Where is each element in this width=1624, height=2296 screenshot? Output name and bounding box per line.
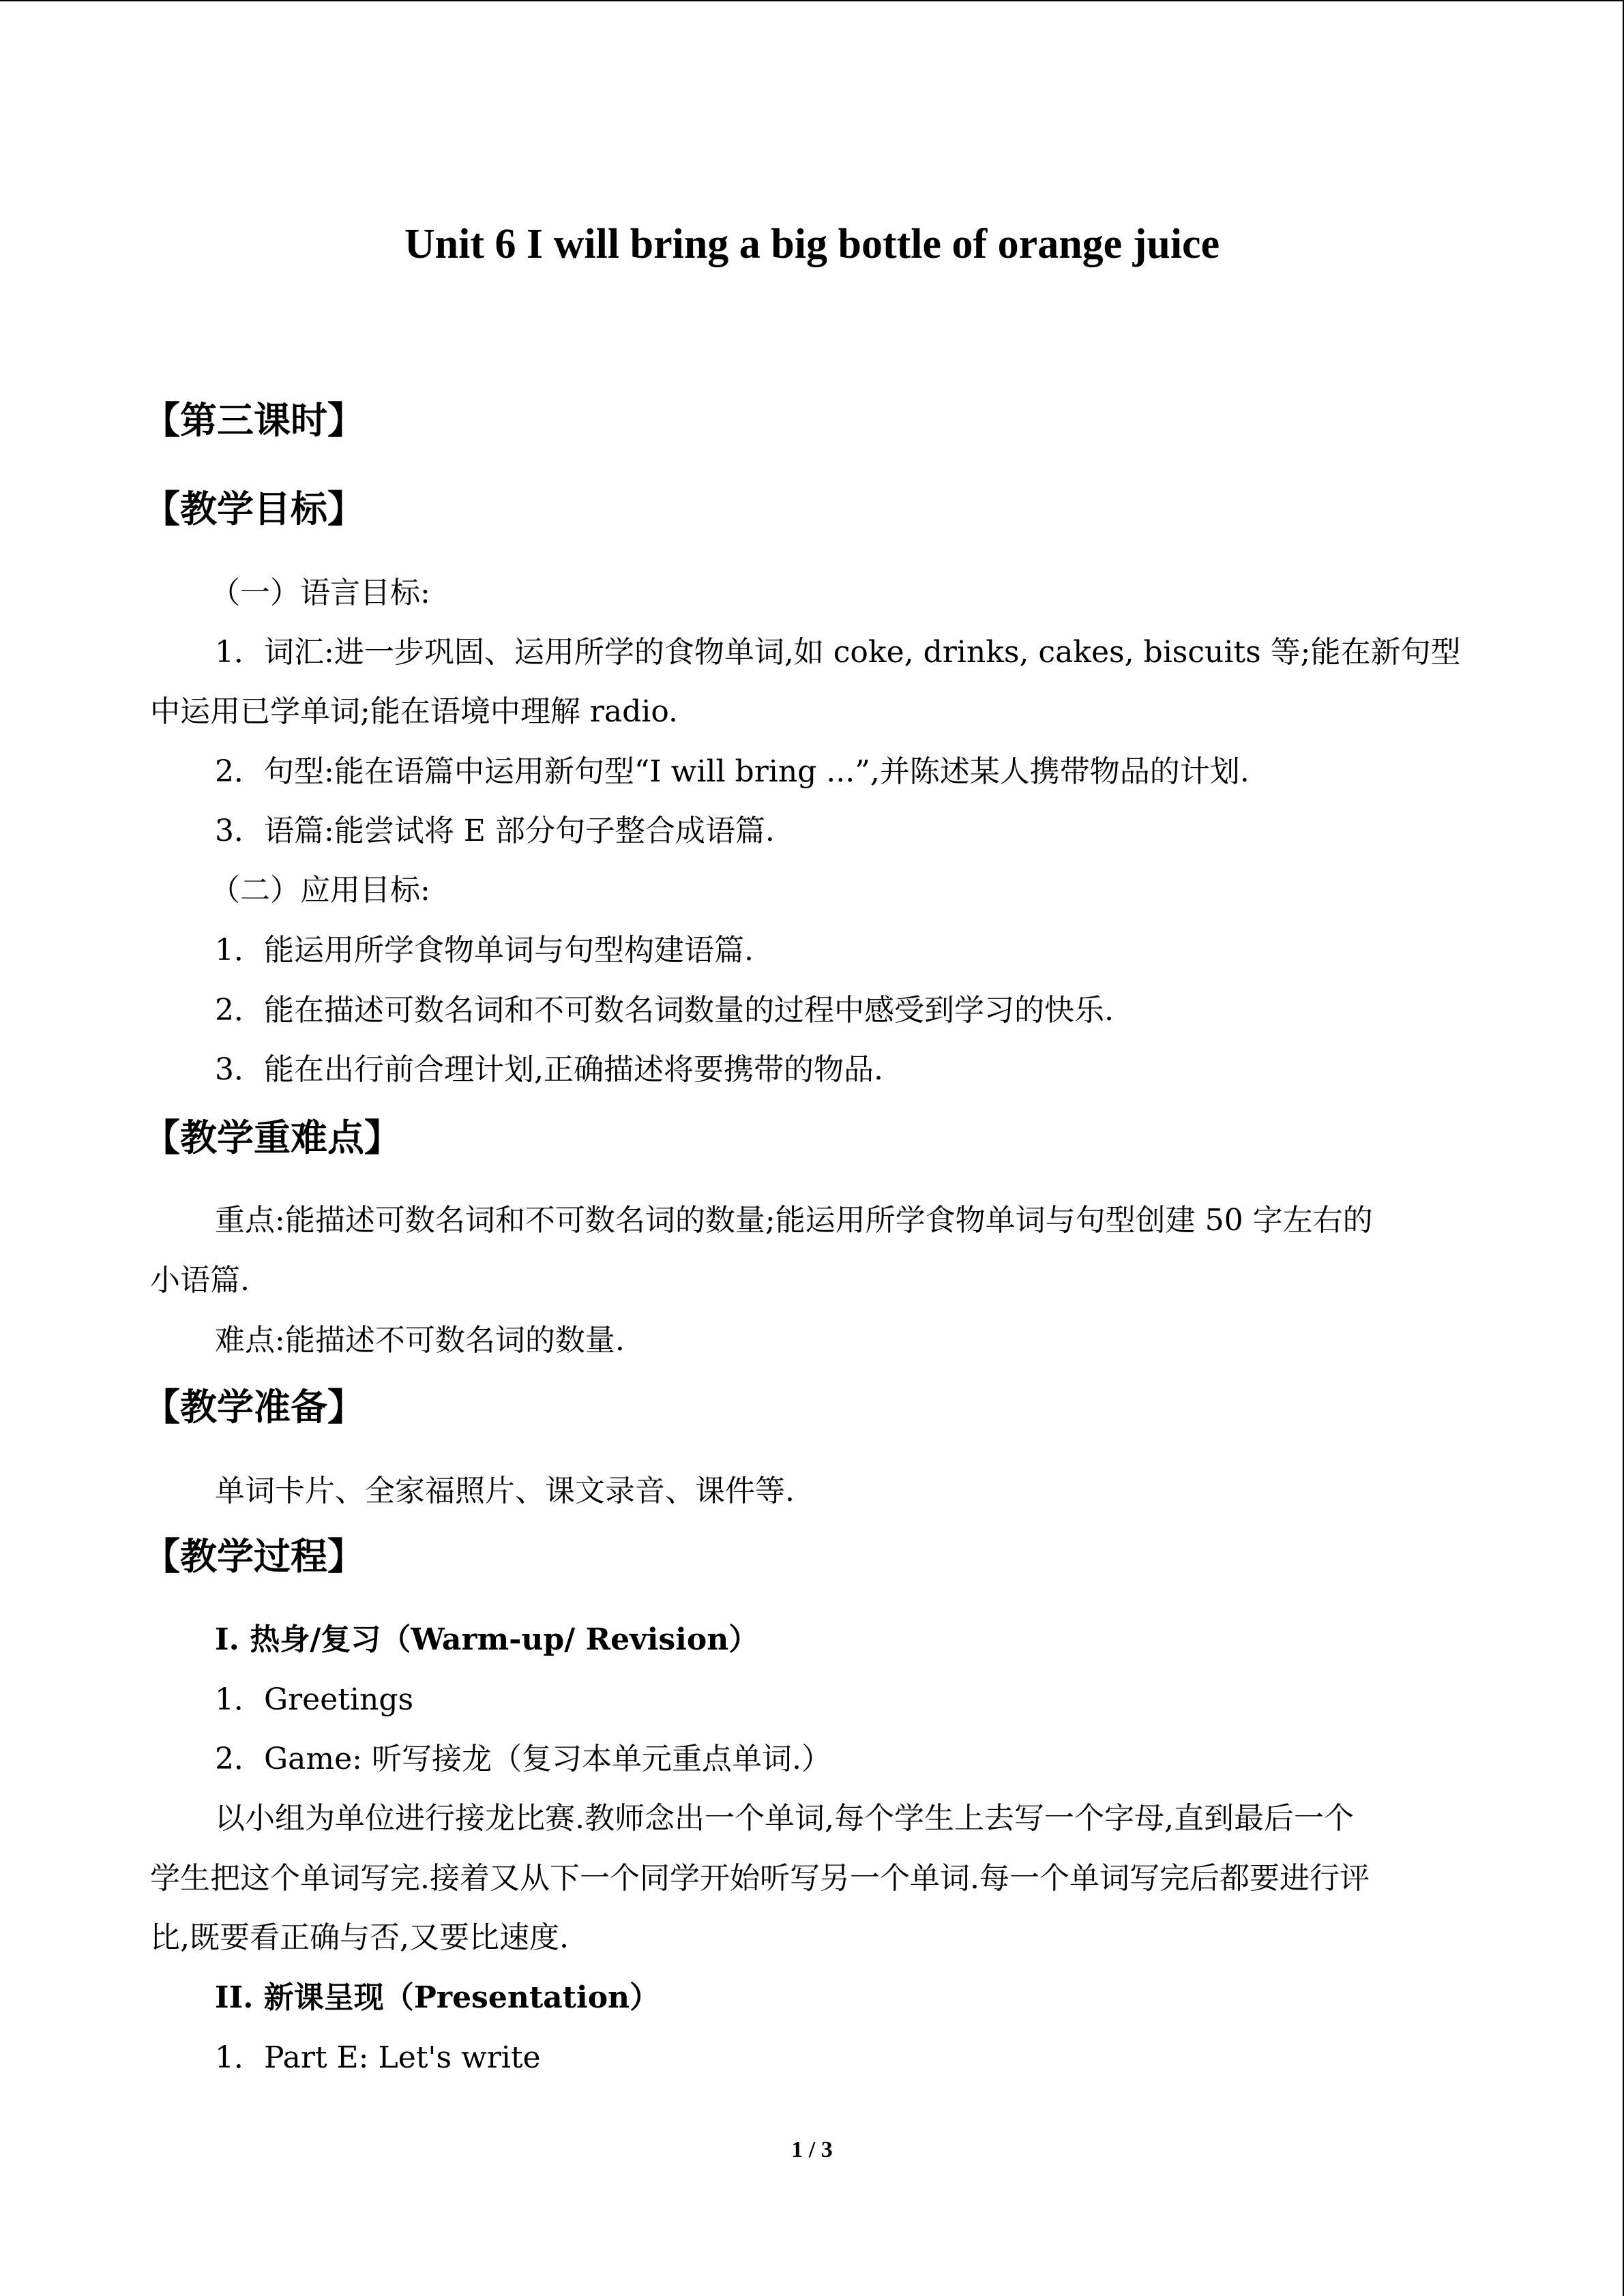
application-objectives-title: （二）应用目标: xyxy=(210,873,430,908)
game-description-line-2: 学生把这个单词写完.接着又从下一个同学开始听写另一个单词.每一个单词写完后都要进行评 xyxy=(150,1861,1370,1896)
greetings-step: 1．Greetings xyxy=(215,1682,414,1717)
language-objectives-title: （一）语言目标: xyxy=(210,576,430,610)
preparation-heading: 【教学准备】 xyxy=(143,1386,364,1429)
application-objective-3: 3．能在出行前合理计划,正确描述将要携带的物品. xyxy=(215,1052,883,1087)
vocabulary-objective-line-2: 中运用已学单词;能在语境中理解 radio. xyxy=(150,694,679,729)
preparation-items: 单词卡片、全家福照片、课文录音、课件等. xyxy=(215,1474,795,1508)
game-description-line-3: 比,既要看正确与否,又要比速度. xyxy=(150,1920,569,1955)
game-step: 2．Game: 听写接龙（复习本单元重点单词.） xyxy=(215,1742,831,1776)
focus-line-2: 小语篇. xyxy=(150,1263,250,1298)
lesson-period-heading: 【第三课时】 xyxy=(143,399,364,442)
application-objective-1: 1．能运用所学食物单词与句型构建语篇. xyxy=(215,933,754,968)
process-heading: 【教学过程】 xyxy=(143,1535,364,1578)
vocabulary-objective-line-1: 1．词汇:进一步巩固、运用所学的食物单词,如 coke, drinks, cakes, biscuits 等;能在新句型 xyxy=(215,635,1461,670)
document-title: Unit 6 I will bring a big bottle of orange juice xyxy=(404,221,1220,267)
sentence-objective: 2．句型:能在语篇中运用新句型“I will bring ...”,并陈述某人携带物品的计划. xyxy=(215,754,1250,789)
focus-line-1: 重点:能描述可数名词和不可数名词的数量;能运用所学食物单词与句型创建 50 字左右的 xyxy=(215,1203,1373,1238)
game-description-line-1: 以小组为单位进行接龙比赛.教师念出一个单词,每个学生上去写一个字母,直到最后一个 xyxy=(215,1801,1354,1836)
part-e-step: 1．Part E: Let's write xyxy=(215,2040,541,2075)
key-points-heading: 【教学重难点】 xyxy=(143,1116,401,1159)
page-number: 1 / 3 xyxy=(791,2137,833,2162)
application-objective-2: 2．能在描述可数名词和不可数名词数量的过程中感受到学习的快乐. xyxy=(215,993,1114,1028)
objectives-heading: 【教学目标】 xyxy=(143,488,364,531)
warmup-section-title: I. 热身/复习（Warm-up/ Revision） xyxy=(215,1622,759,1657)
difficulty-line: 难点:能描述不可数名词的数量. xyxy=(215,1323,625,1358)
text-objective: 3．语篇:能尝试将 E 部分句子整合成语篇. xyxy=(215,814,775,848)
presentation-section-title: II. 新课呈现（Presentation） xyxy=(215,1980,660,2015)
